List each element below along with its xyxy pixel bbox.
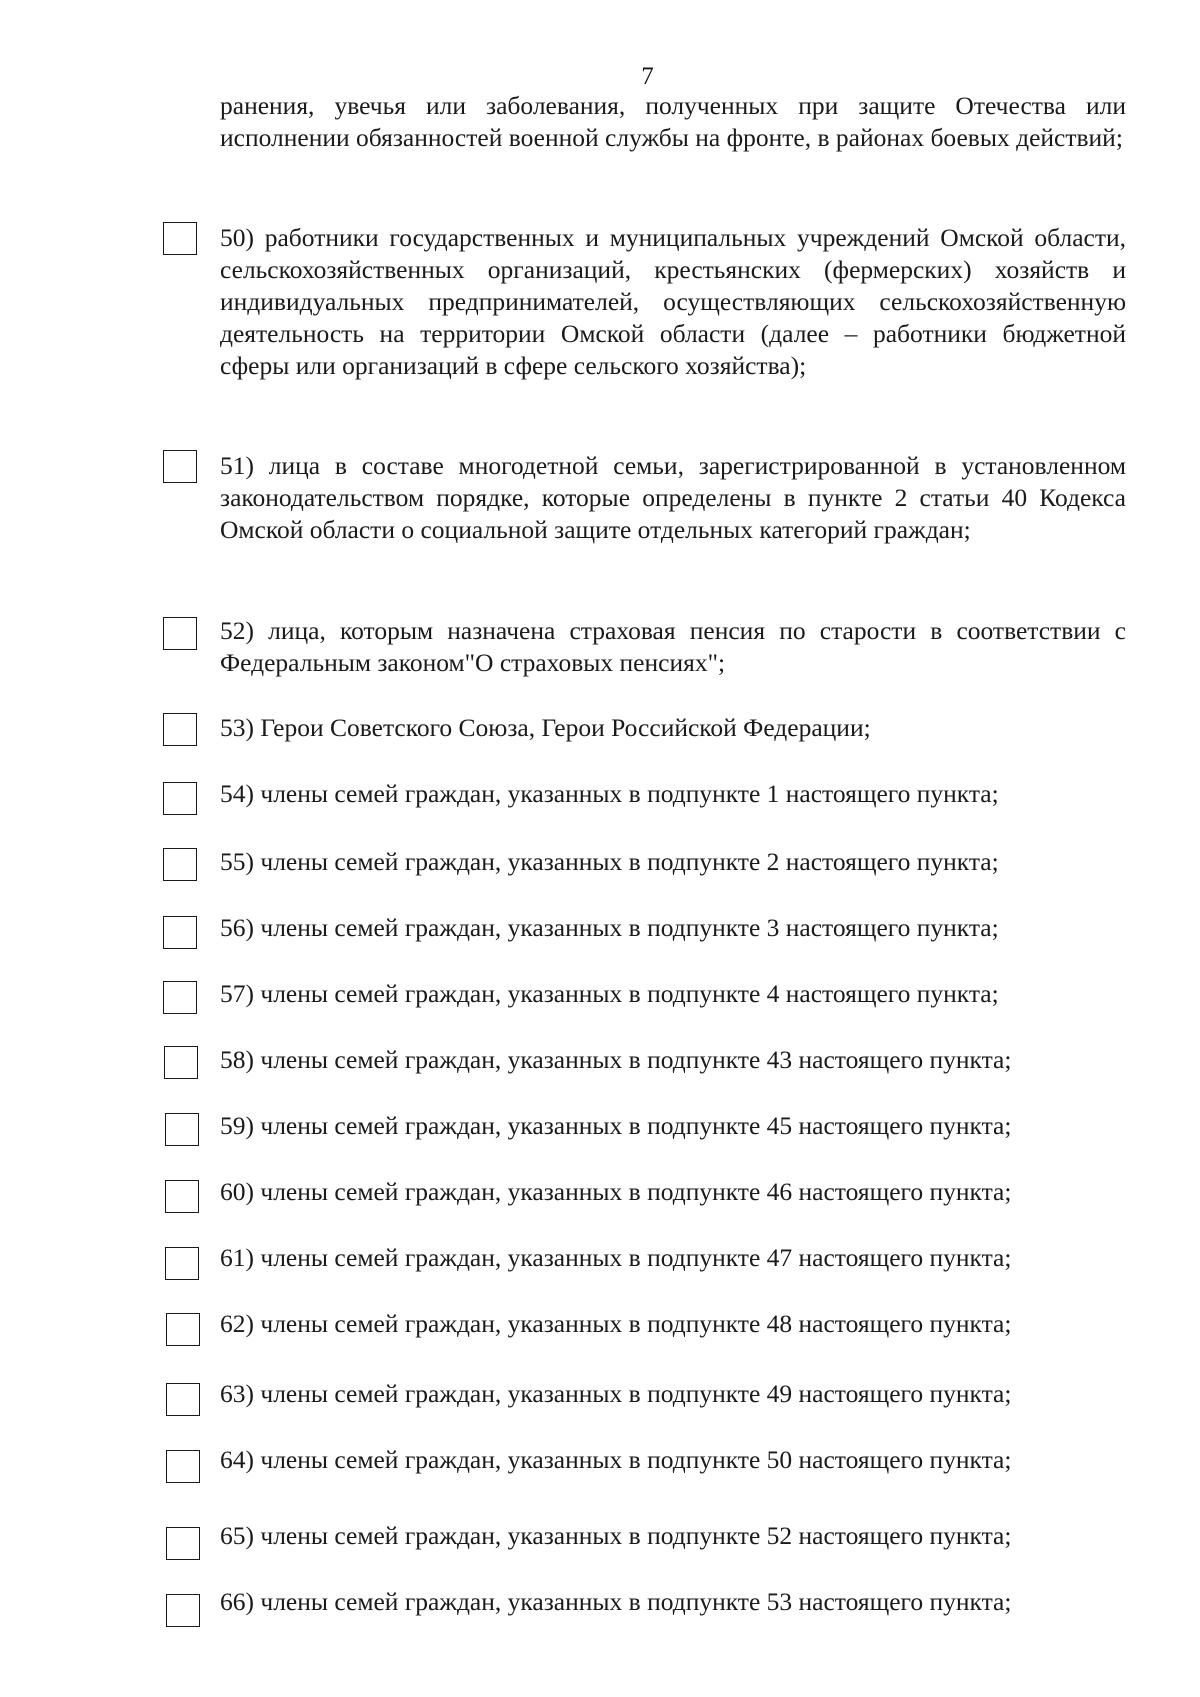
- item-54-checkbox[interactable]: [163, 782, 197, 815]
- item-65-text: 65) члены семей граждан, указанных в подпункте 52 настоящего пункта;: [220, 1521, 1012, 1550]
- item-57-text: 57) члены семей граждан, указанных в подпункте 4 настоящего пункта;: [220, 979, 999, 1008]
- item-60-text: 60) члены семей граждан, указанных в подпункте 46 настоящего пункта;: [220, 1177, 1012, 1206]
- item-60-checkbox[interactable]: [165, 1180, 199, 1213]
- item-66-checkbox[interactable]: [166, 1594, 200, 1627]
- item-58-text: 58) члены семей граждан, указанных в подпункте 43 настоящего пункта;: [220, 1045, 1012, 1074]
- item-53-checkbox[interactable]: [163, 713, 197, 746]
- item-63-checkbox[interactable]: [166, 1383, 200, 1416]
- item-63-text: 63) члены семей граждан, указанных в подпункте 49 настоящего пункта;: [220, 1379, 1012, 1408]
- item-59-checkbox[interactable]: [165, 1113, 199, 1146]
- item-59-text: 59) члены семей граждан, указанных в подпункте 45 настоящего пункта;: [220, 1111, 1012, 1140]
- item-55-text: 55) члены семей граждан, указанных в подпункте 2 настоящего пункта;: [220, 847, 999, 876]
- item-62-text: 62) члены семей граждан, указанных в подпункте 48 настоящего пункта;: [220, 1309, 1012, 1338]
- item-58-checkbox[interactable]: [164, 1046, 198, 1079]
- item-61-checkbox[interactable]: [165, 1247, 199, 1280]
- item-50-checkbox[interactable]: [163, 222, 197, 255]
- item-53-text: 53) Герои Советского Союза, Герои Российской Федерации;: [220, 713, 871, 742]
- item-57-checkbox[interactable]: [163, 981, 197, 1014]
- item-56-text: 56) члены семей граждан, указанных в подпункте 3 настоящего пункта;: [220, 913, 999, 942]
- item-61-text: 61) члены семей граждан, указанных в подпункте 47 настоящего пункта;: [220, 1243, 1012, 1272]
- item-51-text: 51) лица в составе многодетной семьи, зарегистрированной в установленном законодательством порядке, которые определены в пункте 2 статьи 40 Кодекса Омской области о социальной защите отдельных категорий граждан;: [220, 451, 1126, 544]
- item-64-text: 64) члены семей граждан, указанных в подпункте 50 настоящего пункта;: [220, 1445, 1012, 1474]
- item-65-checkbox[interactable]: [166, 1527, 200, 1560]
- continuation-paragraph: ранения, увечья или заболевания, полученных при защите Отечества или исполнении обязанностей военной службы на фронте, в районах боевых действий;: [220, 91, 1126, 152]
- item-50-text: 50) работники государственных и муниципальных учреждений Омской области, сельскохозяйственных организаций, крестьянских (фермерских) хозяйств и индивидуальных предпринимателей, осуществляющих сельскохозяйственную деятельность на территории Омской области (далее – работники бюджетной сферы или организаций в сфере сельского хозяйства);: [220, 223, 1126, 380]
- item-51-checkbox[interactable]: [163, 450, 197, 483]
- item-52-text: 52) лица, которым назначена страховая пенсия по старости в соответствии с Федеральным законом"О страховых пенсиях";: [220, 616, 1126, 677]
- page-number: 7: [641, 63, 654, 90]
- item-56-checkbox[interactable]: [163, 916, 197, 949]
- item-62-checkbox[interactable]: [166, 1313, 200, 1346]
- item-64-checkbox[interactable]: [166, 1450, 200, 1483]
- item-52-checkbox[interactable]: [163, 617, 197, 650]
- item-55-checkbox[interactable]: [163, 848, 197, 881]
- item-66-text: 66) члены семей граждан, указанных в подпункте 53 настоящего пункта;: [220, 1587, 1012, 1616]
- item-54-text: 54) члены семей граждан, указанных в подпункте 1 настоящего пункта;: [220, 779, 999, 808]
